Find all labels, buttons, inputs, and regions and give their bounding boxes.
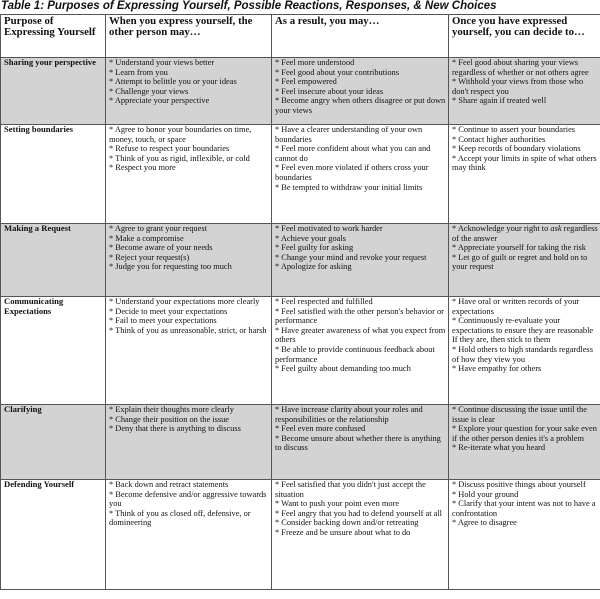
purpose-cell: Clarifying (1, 405, 106, 480)
list-item: * Continuously re-evaluate your expectations to ensure they are reasonable If they are, then stick to them (452, 316, 594, 345)
result-cell (272, 125, 449, 224)
list-item: * Feel good about your contributions (275, 67, 399, 77)
list-item: * Continue discussing the issue until the issue is clear (452, 405, 587, 424)
list-item: * Make a compromise (109, 233, 184, 243)
list-item: * Hold others to high standards regardless of how they view you (452, 344, 593, 364)
purpose-cell: Sharing your perspective (1, 58, 106, 125)
list-item: * Acknowledge your right to ask regardless of the answer (452, 224, 598, 243)
purpose-cell: Defending Yourself (1, 480, 106, 590)
list-item: * Withhold your views from those who don't respect you (452, 77, 584, 96)
list-item: * Explore your question for your sake even if the other person denies it's a problem (452, 424, 597, 443)
list-item: * Learn from you (109, 67, 168, 77)
decide-cell (449, 297, 600, 405)
list-item: * Think of you as unreasonable, strict, or harsh (109, 325, 267, 335)
result-cell (272, 480, 449, 590)
other-cell (106, 224, 272, 297)
table-row (1, 224, 600, 297)
other-cell (106, 297, 272, 405)
list-item: * Have greater awareness of what you expect from others (275, 325, 446, 345)
list-item: * Appreciate yourself for taking the risk (452, 243, 586, 253)
list-item: * Feel satisfied with the other person's behavior or performance (275, 306, 444, 326)
list-item: * Apologize for asking (275, 262, 352, 272)
list-item: * Judge you for requesting too much (109, 262, 232, 272)
table-row (1, 297, 600, 405)
list-item: * Consider backing down and/or retreating (275, 518, 419, 528)
list-item: * Feel angry that you had to defend yourself at all (275, 508, 442, 518)
list-item: * Change their position on the issue (109, 414, 230, 424)
list-item: * Decide to meet your expectations (109, 306, 228, 316)
list-item: * Accept your limits in spite of what others may think (452, 153, 597, 173)
list-item: * Feel more confident about what you can and cannot do (275, 144, 431, 163)
list-item: * Feel motivated to work harder (275, 224, 383, 233)
list-item: * Re-iterate what you heard (452, 443, 546, 453)
result-cell (272, 224, 449, 297)
list-item: * Have empathy for others (452, 364, 542, 374)
list-item: * Feel satisfied that you didn't just accept the situation (275, 480, 426, 499)
table-row (1, 405, 600, 480)
list-item: * Achieve your goals (275, 233, 346, 243)
table-title: Table 1: Purposes of Expressing Yourself, Possible Reactions, Responses, & New Choices (1, 0, 497, 12)
list-item: * Feel guilty about demanding too much (275, 364, 411, 374)
list-item: * Think of you as closed off, defensive, or domineering (109, 508, 251, 528)
list-item: * Continue to assert your boundaries (452, 125, 576, 134)
header-row (1, 15, 600, 58)
list-item: * Attempt to belittle you or your ideas (109, 77, 237, 87)
list-item: * Want to push your point even more (275, 499, 400, 509)
decide-cell (449, 480, 600, 590)
list-item: * Appreciate your perspective (109, 96, 210, 106)
purposes-table (0, 14, 600, 590)
list-item: * Become aware of your needs (109, 243, 213, 253)
list-item: * Feel more understood (275, 58, 355, 67)
result-cell (272, 405, 449, 480)
list-item: * Agree to grant your request (109, 224, 207, 233)
header-result: As a result, you may… (272, 15, 449, 58)
decide-cell (449, 405, 600, 480)
list-item: * Feel insecure about your ideas (275, 86, 384, 96)
list-item: * Deny that there is anything to discuss (109, 424, 241, 434)
result-cell (272, 297, 449, 405)
list-item: * Contact higher authorities (452, 134, 546, 144)
list-item: * Share again if treated well (452, 96, 547, 106)
header-decide: Once you have expressed yourself, you can decide to… (449, 15, 600, 58)
list-item: * Back down and retract statements (109, 480, 229, 489)
list-item: * Understand your views better (109, 58, 215, 67)
header-other-person: When you express yourself, the other person may… (106, 15, 272, 58)
list-item: * Change your mind and revoke your request (275, 252, 427, 262)
list-item: * Refuse to respect your boundaries (109, 144, 230, 154)
list-item: * Be tempted to withdraw your initial limits (275, 182, 423, 192)
decide-cell (449, 224, 600, 297)
other-cell (106, 480, 272, 590)
list-item: * Let go of guilt or regret and hold on to your request (452, 252, 588, 272)
list-item: * Freeze and be unsure about what to do (275, 527, 411, 537)
list-item: * Have a clearer understanding of your own boundaries (275, 125, 423, 144)
list-item: * Agree to honor your boundaries on time, money, touch, or space (109, 125, 252, 144)
table-row (1, 480, 600, 590)
list-item: * Discuss positive things about yourself (452, 480, 586, 489)
list-item: * Challenge your views (109, 86, 189, 96)
table-row (1, 125, 600, 224)
list-item: * Feel empowered (275, 77, 337, 87)
purpose-cell: Communicating Expectations (1, 297, 106, 405)
list-item: * Feel respected and fulfilled (275, 297, 373, 306)
list-item: * Explain their thoughts more clearly (109, 405, 234, 414)
list-item: * Understand your expectations more clearly (109, 297, 260, 306)
list-item: * Fail to meet your expectations (109, 316, 217, 326)
table-row (1, 58, 600, 125)
list-item: * Feel guilty for asking (275, 243, 354, 253)
purpose-cell: Setting boundaries (1, 125, 106, 224)
decide-cell (449, 125, 600, 224)
decide-cell (449, 58, 600, 125)
header-purpose: Purpose of Expressing Yourself (1, 15, 106, 58)
result-cell (272, 58, 449, 125)
list-item: * Feel even more confused (275, 424, 366, 434)
list-item: * Keep records of boundary violations (452, 144, 581, 154)
list-item: * Hold your ground (452, 489, 519, 499)
list-item: * Reject your request(s) (109, 252, 190, 262)
list-item: * Agree to disagree (452, 518, 517, 528)
list-item: * Become angry when others disagree or put down your views (275, 96, 446, 115)
list-item: * Clarify that your intent was not to have a confrontation (452, 499, 596, 518)
list-item: * Feel even more violated if others cross your boundaries (275, 163, 429, 182)
list-item: * Be able to provide continuous feedback about performance (275, 344, 435, 364)
list-item: * Respect you more (109, 163, 176, 173)
purpose-cell: Making a Request (1, 224, 106, 297)
other-cell (106, 125, 272, 224)
list-item: * Become defensive and/or aggressive towards you (109, 489, 267, 509)
list-item: * Think of you as rigid, inflexible, or cold (109, 153, 250, 163)
list-item: * Have oral or written records of your expectations (452, 297, 580, 316)
list-item: * Become unsure about whether there is anything to discuss (275, 433, 441, 453)
other-cell (106, 58, 272, 125)
list-item: * Have increase clarity about your roles and responsibilities or the relationship (275, 405, 423, 424)
list-item: * Feel good about sharing your views regardless of whether or not others agree (452, 58, 589, 77)
other-cell (106, 405, 272, 480)
